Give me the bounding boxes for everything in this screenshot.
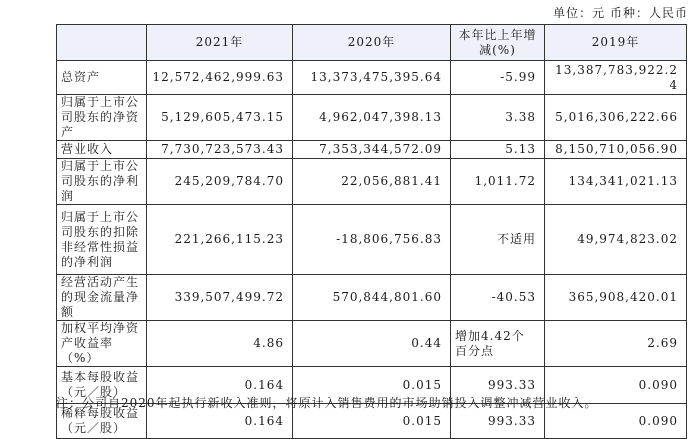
row-label: 加权平均净资产收益率（%） — [57, 321, 147, 367]
cell-2021: 0.164 — [147, 367, 293, 404]
row-label: 归属于上市公司股东的净利润 — [57, 159, 147, 205]
cell-change: 1,011.72 — [451, 159, 545, 205]
header-item — [57, 25, 147, 61]
cell-2020: -18,806,756.83 — [293, 205, 451, 275]
cell-2019: 8,150,710,056.90 — [545, 141, 687, 159]
cell-change: 993.33 — [451, 404, 545, 439]
table-row-roe — [57, 321, 687, 367]
table-row-revenue — [57, 141, 687, 159]
row-label: 归属于上市公司股东的扣除非经常性损益的净利润 — [57, 205, 147, 275]
cell-change: 993.33 — [451, 367, 545, 404]
header-2021: 2021年 — [147, 25, 293, 61]
header-2020: 2020年 — [293, 25, 451, 61]
cell-2020: 570,844,801.60 — [293, 275, 451, 321]
cell-change: -5.99 — [451, 61, 545, 95]
row-label: 经营活动产生的现金流量净额 — [57, 275, 147, 321]
row-label: 营业收入 — [57, 141, 147, 159]
table-row-total-assets — [57, 61, 687, 95]
cell-2019: 49,974,823.02 — [545, 205, 687, 275]
table-row-adjusted-net-profit — [57, 205, 687, 275]
cell-2019: 2.69 — [545, 321, 687, 367]
cell-2021: 221,266,115.23 — [147, 205, 293, 275]
row-label: 归属于上市公司股东的净资产 — [57, 95, 147, 141]
cell-2019: 0.090 — [545, 367, 687, 404]
cell-2019: 134,341,021.13 — [545, 159, 687, 205]
table-row-net-assets — [57, 95, 687, 141]
cell-2021: 339,507,499.72 — [147, 275, 293, 321]
cell-2019: 365,908,420.01 — [545, 275, 687, 321]
header-2019: 2019年 — [545, 25, 687, 61]
financial-summary-table — [56, 24, 687, 439]
cell-2020: 4,962,047,398.13 — [293, 95, 451, 141]
cell-2021: 7,730,723,573.43 — [147, 141, 293, 159]
cell-2021: 245,209,784.70 — [147, 159, 293, 205]
row-label: 基本每股收益（元／股） — [57, 367, 147, 404]
cell-2019: 0.090 — [545, 404, 687, 439]
cell-2021: 4.86 — [147, 321, 293, 367]
header-change: 本年比上年增减(%) — [451, 25, 545, 61]
cell-2019: 5,016,306,222.66 — [545, 95, 687, 141]
cell-2020: 0.015 — [293, 404, 451, 439]
cell-2021: 12,572,462,999.63 — [147, 61, 293, 95]
table-row-operating-cash-flow — [57, 275, 687, 321]
header-row — [57, 25, 687, 61]
row-label: 稀释每股收益（元／股） — [57, 404, 147, 439]
cell-2021: 5,129,605,473.15 — [147, 95, 293, 141]
cell-2020: 0.015 — [293, 367, 451, 404]
cell-change: -40.53 — [451, 275, 545, 321]
cell-2020: 13,373,475,395.64 — [293, 61, 451, 95]
unit-currency-line: 单位：元 币种：人民币 — [553, 6, 688, 20]
cell-change: 增加4.42个百分点 — [451, 321, 545, 367]
cell-2020: 22,056,881.41 — [293, 159, 451, 205]
cell-2020: 0.44 — [293, 321, 451, 367]
cell-change: 5.13 — [451, 141, 545, 159]
cell-change: 3.38 — [451, 95, 545, 141]
cell-2021: 0.164 — [147, 404, 293, 439]
footnote: 注：公司自2020年起执行新收入准则，将原计入销售费用的市场助销投入调整冲减营业收入。 — [56, 396, 598, 410]
cell-2020: 7,353,344,572.09 — [293, 141, 451, 159]
row-label: 总资产 — [57, 61, 147, 95]
table-row-net-profit — [57, 159, 687, 205]
cell-2019: 13,387,783,922.24 — [545, 61, 687, 95]
cell-change: 不适用 — [451, 205, 545, 275]
